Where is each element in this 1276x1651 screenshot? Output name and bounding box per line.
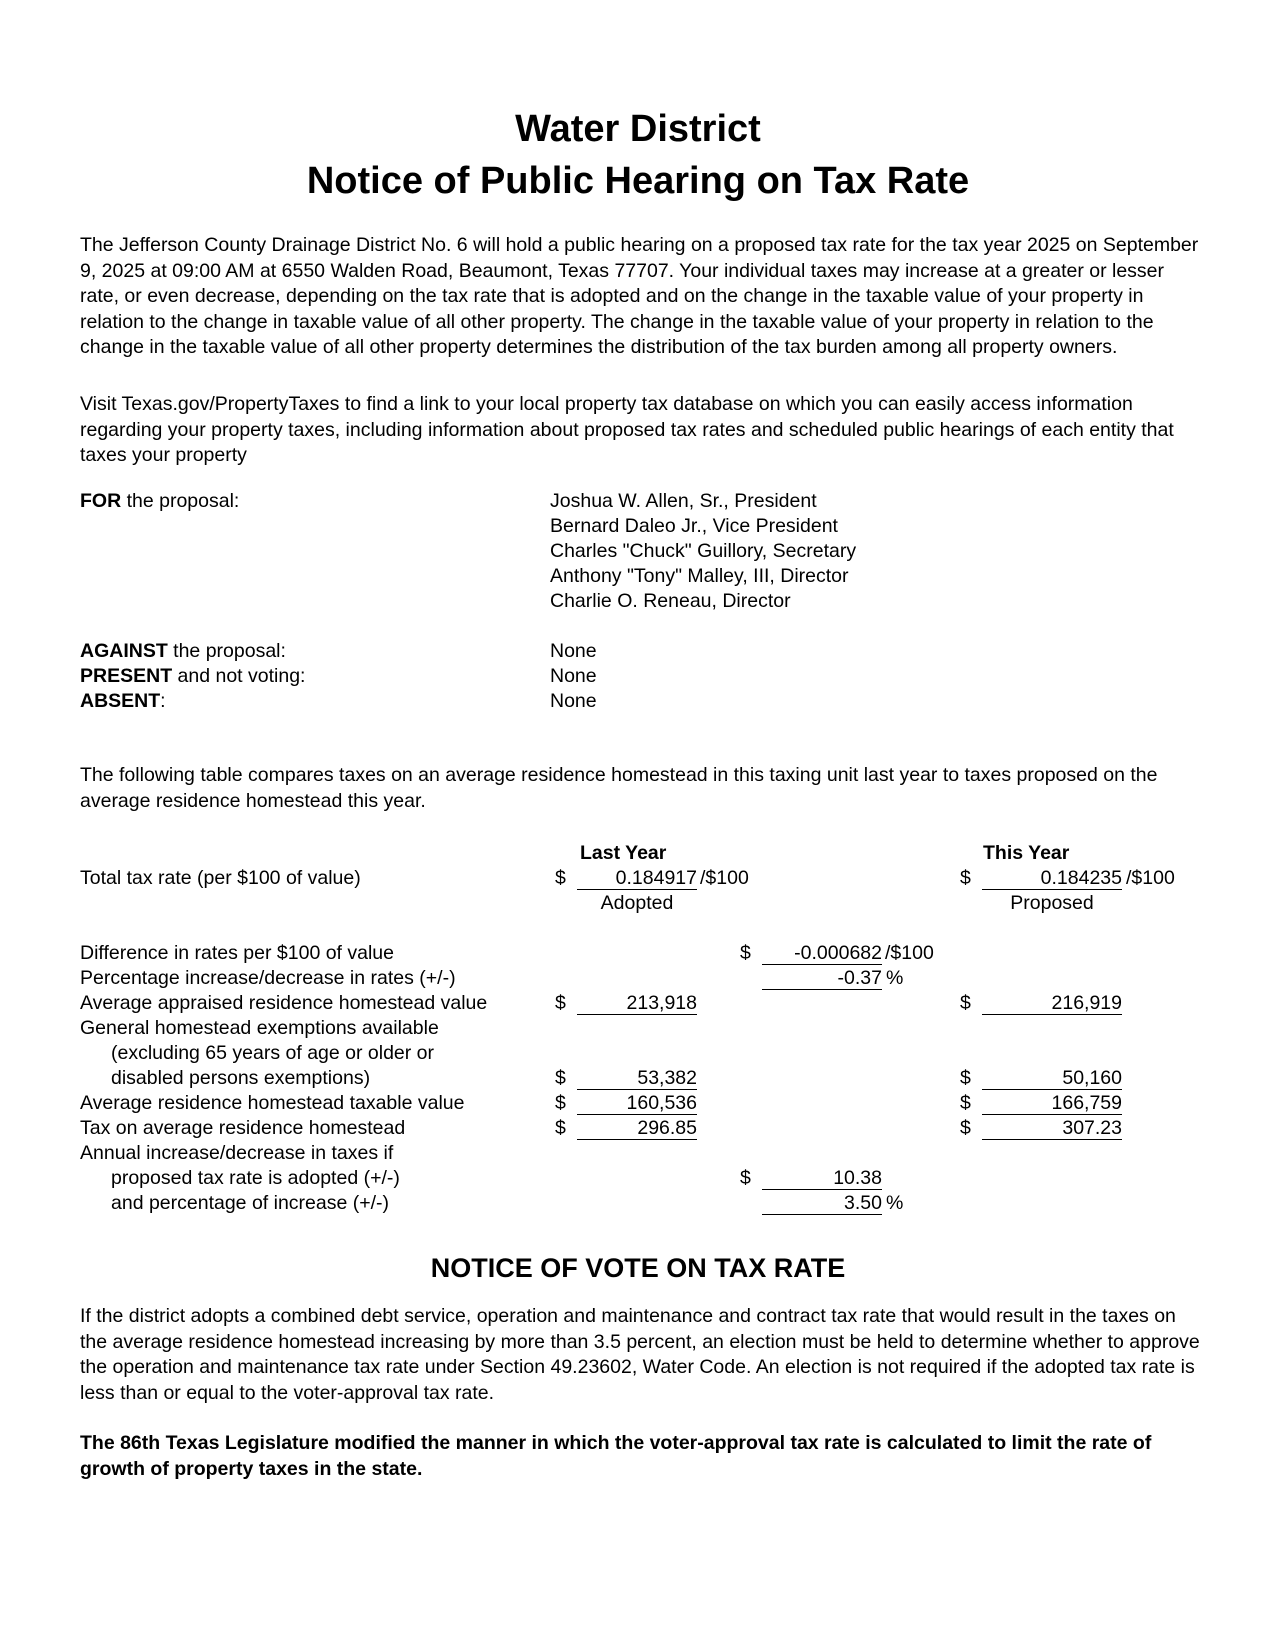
this-year-header: This Year <box>983 842 1070 864</box>
appraised-label: Average appraised residence homestead value <box>80 992 488 1014</box>
total-rate-this-unit: /$100 <box>1126 867 1175 889</box>
exempt-this-value: 50,160 <box>982 1067 1122 1090</box>
tax-last-value: 296.85 <box>577 1117 697 1140</box>
appraised-last-currency: $ <box>555 992 566 1014</box>
diff-value: -0.000682 <box>762 942 882 965</box>
annual-pct-unit: % <box>886 1192 904 1214</box>
comparison-intro: The following table compares taxes on an average residence homestead in this taxing unit last year to taxes proposed on the average residence homestead this year. <box>80 764 1158 812</box>
tax-label: Tax on average residence homestead <box>80 1117 406 1139</box>
taxable-last-currency: $ <box>555 1092 566 1114</box>
appraised-last-value: 213,918 <box>577 992 697 1015</box>
against-label: AGAINST the proposal: <box>80 640 286 662</box>
for-label: FOR the proposal: <box>80 490 240 512</box>
legislature-note: The 86th Texas Legislature modified the manner in which the voter-approval tax rate is calculated to limit the rate of growth of property taxes in the state. <box>80 1432 1152 1480</box>
present-label: PRESENT and not voting: <box>80 665 306 687</box>
proposed-label: Proposed <box>1010 892 1094 914</box>
exempt-label-3: disabled persons exemptions) <box>111 1067 371 1089</box>
for-name-1: Joshua W. Allen, Sr., President <box>550 490 817 512</box>
tax-this-currency: $ <box>960 1117 971 1139</box>
tax-this-value: 307.23 <box>982 1117 1122 1140</box>
tax-last-currency: $ <box>555 1117 566 1139</box>
diff-currency: $ <box>740 942 751 964</box>
exempt-last-value: 53,382 <box>577 1067 697 1090</box>
exempt-last-currency: $ <box>555 1067 566 1089</box>
for-name-3: Charles "Chuck" Guillory, Secretary <box>550 540 857 562</box>
pct-label: Percentage increase/decrease in rates (+/-) <box>80 967 456 989</box>
total-rate-label: Total tax rate (per $100 of value) <box>80 867 361 889</box>
total-rate-this-currency: $ <box>960 867 971 889</box>
annual-label-1: Annual increase/decrease in taxes if <box>80 1142 394 1164</box>
absent-value: None <box>550 690 597 712</box>
annual-label-3: and percentage of increase (+/-) <box>111 1192 390 1214</box>
last-year-header: Last Year <box>580 842 667 864</box>
annual-value: 10.38 <box>762 1167 882 1190</box>
vote-notice-heading: NOTICE OF VOTE ON TAX RATE <box>430 1253 846 1283</box>
annual-pct-value: 3.50 <box>762 1192 882 1215</box>
against-value: None <box>550 640 597 662</box>
exempt-this-currency: $ <box>960 1067 971 1089</box>
vote-notice-paragraph: If the district adopts a combined debt service, operation and maintenance and contract tax rate that would result in the taxes on the average residence homestead increasing by more than 3.5 percent, an election must be held to determine whether to approve the operation and maintenance tax rate under Section 49.23602, Water Code. An election is not required if the adopted tax rate is less than or equal to the voter-approval tax rate. <box>80 1305 1200 1404</box>
for-name-5: Charlie O. Reneau, Director <box>550 590 791 612</box>
annual-label-2: proposed tax rate is adopted (+/-) <box>111 1167 400 1189</box>
total-rate-this-value: 0.184235 <box>982 867 1122 890</box>
appraised-this-currency: $ <box>960 992 971 1014</box>
pct-unit: % <box>886 967 904 989</box>
intro-paragraph: The Jefferson County Drainage District No. 6 will hold a public hearing on a proposed tax rate for the tax year 2025 on September 9, 2025 at 09:00 AM at 6550 Walden Road, Beaumont, Texas 77707. Your individual taxes may increase at a greater or lesser rate, or even decrease, depending on the tax rate that is adopted and on the change in the taxable value of your property in relation to the change in taxable value of all other property. The change in the taxable value of your property in relation to the change in the taxable value of all other property determines the distribution of the tax burden among all property owners. <box>80 234 1199 358</box>
taxable-this-currency: $ <box>960 1092 971 1114</box>
title-line1: Water District <box>515 108 761 150</box>
taxable-last-value: 160,536 <box>577 1092 697 1115</box>
title-line2: Notice of Public Hearing on Tax Rate <box>306 160 970 202</box>
visit-paragraph: Visit Texas.gov/PropertyTaxes to find a link to your local property tax database on which you can easily access information regarding your property taxes, including information about proposed tax rates and scheduled public hearings of each entity that taxes your property <box>80 393 1174 466</box>
total-rate-last-value: 0.184917 <box>577 867 697 890</box>
diff-unit: /$100 <box>885 942 934 964</box>
total-rate-last-unit: /$100 <box>700 867 749 889</box>
annual-currency: $ <box>740 1167 751 1189</box>
adopted-label: Adopted <box>600 892 674 914</box>
exempt-label-1: General homestead exemptions available <box>80 1017 439 1039</box>
present-value: None <box>550 665 597 687</box>
pct-value: -0.37 <box>762 967 882 990</box>
for-name-4: Anthony "Tony" Malley, III, Director <box>550 565 849 587</box>
for-name-2: Bernard Daleo Jr., Vice President <box>550 515 838 537</box>
absent-label: ABSENT: <box>80 690 166 712</box>
taxable-label: Average residence homestead taxable value <box>80 1092 465 1114</box>
diff-label: Difference in rates per $100 of value <box>80 942 394 964</box>
taxable-this-value: 166,759 <box>982 1092 1122 1115</box>
exempt-label-2: (excluding 65 years of age or older or <box>111 1042 435 1064</box>
appraised-this-value: 216,919 <box>982 992 1122 1015</box>
total-rate-last-currency: $ <box>555 867 566 889</box>
